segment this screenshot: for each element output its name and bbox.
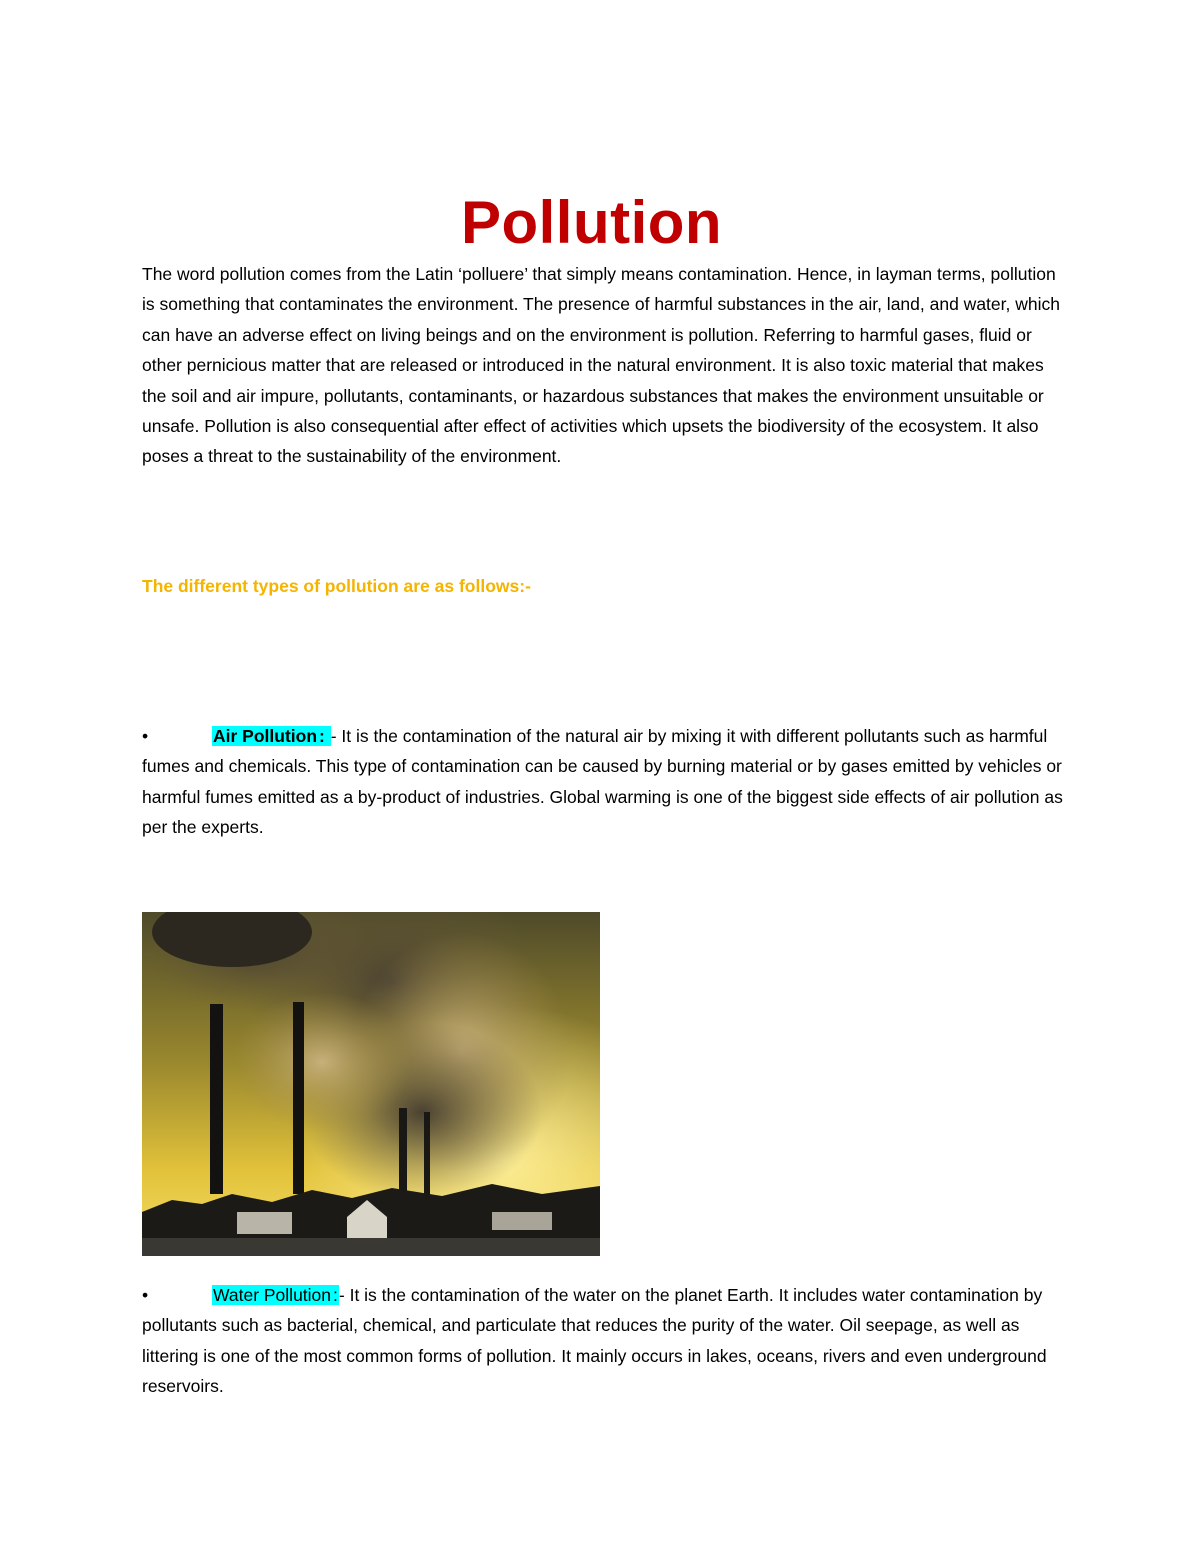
page-title: Pollution [460, 189, 723, 257]
water-pollution-text: - It is the contamination of the water on the planet Earth. It includes water contamination by pollutants such as bacterial, chemical, and particulate that reduces the purity of the water. Oil seepage, as well as littering is one of the most common forms of pollution. It mainly occurs in lakes, oceans, rivers and even underground reservoirs. [142, 1285, 1047, 1397]
factory-smokestacks-photo [142, 912, 600, 1256]
air-pollution-separator: : [319, 726, 330, 746]
intro-paragraph: The word pollution comes from the Latin ‘polluere’ that simply means contamination. Hence, in layman terms, pollution is something that contaminates the environment. The presence of harmful substances in the air, land, and water, which can have an adverse effect on living beings and on the environment is pollution. Referring to harmful gases, fluid or other pernicious matter that are released or introduced in the natural environment. It is also toxic material that makes the soil and air impure, pollutants, contaminants, or hazardous substances that makes the environment unsuitable or unsafe. Pollution is also consequential after effect of activities which upsets the biodiversity of the ecosystem. It also poses a threat to the sustainability of the environment. [142, 264, 1060, 467]
bullet-icon: • [142, 726, 149, 746]
bullet-icon: • [142, 1285, 149, 1305]
water-pollution-term: Water Pollution [213, 1285, 332, 1305]
list-item-water-pollution [142, 1280, 1067, 1402]
list-item-air-pollution [142, 721, 1067, 843]
types-heading: The different types of pollution are as follows:- [142, 576, 531, 596]
air-pollution-term: Air Pollution [213, 726, 318, 746]
water-pollution-separator: : [333, 1285, 338, 1305]
air-pollution-text: - It is the contamination of the natural air by mixing it with different pollutants such as harmful fumes and chemicals. This type of contamination can be caused by burning material or by gases emitted by vehicles or harmful fumes emitted as a by-product of industries. Global warming is one of the biggest side effects of air pollution as per the experts. [142, 726, 1063, 838]
